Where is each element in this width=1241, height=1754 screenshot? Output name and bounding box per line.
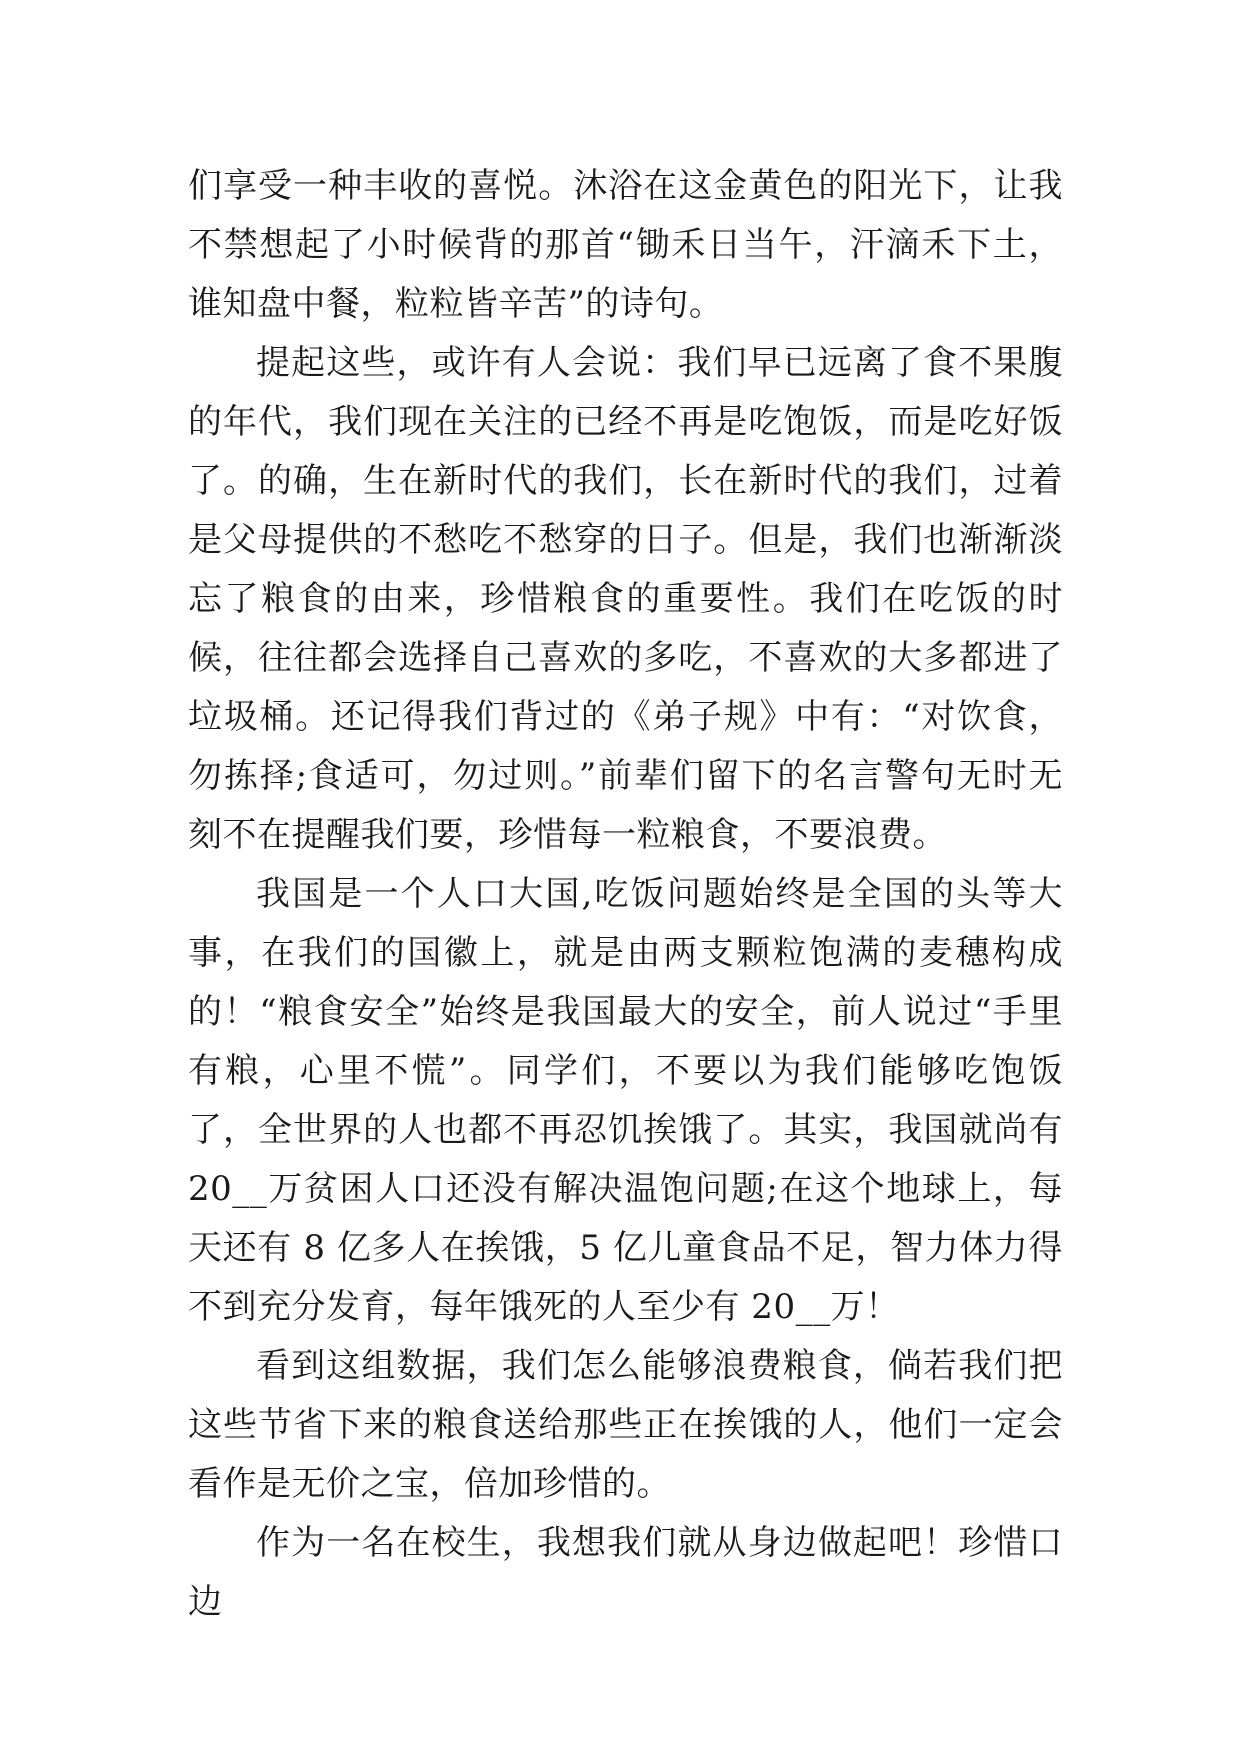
- paragraph-1: 们享受一种丰收的喜悦。沐浴在这金黄色的阳光下，让我不禁想起了小时候背的那首“锄禾日当午，汗滴禾下土，谁知盘中餐，粒粒皆辛苦”的诗句。: [188, 166, 1063, 324]
- paragraph-2: 提起这些，或许有人会说：我们早已远离了食不果腹的年代，我们现在关注的已经不再是吃饱饭，而是吃好饭了。的确，生在新时代的我们，长在新时代的我们，过着是父母提供的不愁吃不愁穿的日子。但是，我们也渐渐淡忘了粮食的由来，珍惜粮食的重要性。我们在吃饭的时候，往往都会选择自己喜欢的多吃，不喜欢的大多都进了垃圾桶。还记得我们背过的《弟子规》中有：“对饮食，勿拣择;食适可，勿过则。”前辈们留下的名言警句无时无刻不在提醒我们要，珍惜每一粒粮食，不要浪费。: [188, 343, 1063, 855]
- paragraph-5: 作为一名在校生，我想我们就从身边做起吧！珍惜口边: [188, 1523, 1063, 1622]
- paragraph-4: 看到这组数据，我们怎么能够浪费粮食，倘若我们把这些节省下来的粮食送给那些正在挨饿的人，他们一定会看作是无价之宝，倍加珍惜的。: [188, 1346, 1063, 1504]
- paragraph-3: 我国是一个人口大国,吃饭问题始终是全国的头等大事，在我们的国徽上，就是由两支颗粒饱满的麦穗构成的！“粮食安全”始终是我国最大的安全，前人说过“手里有粮，心里不慌”。同学们，不要以为我们能够吃饱饭了，全世界的人也都不再忍饥挨饿了。其实，我国就尚有 20__万贫困人口还没有解决温饱问题;在这个地球上，每天还有 8 亿多人在挨饿，5 亿儿童食品不足，智力体力得不到充分发育，每年饿死的人至少有 20__万！: [188, 874, 1063, 1327]
- document-body: [188, 157, 1063, 1632]
